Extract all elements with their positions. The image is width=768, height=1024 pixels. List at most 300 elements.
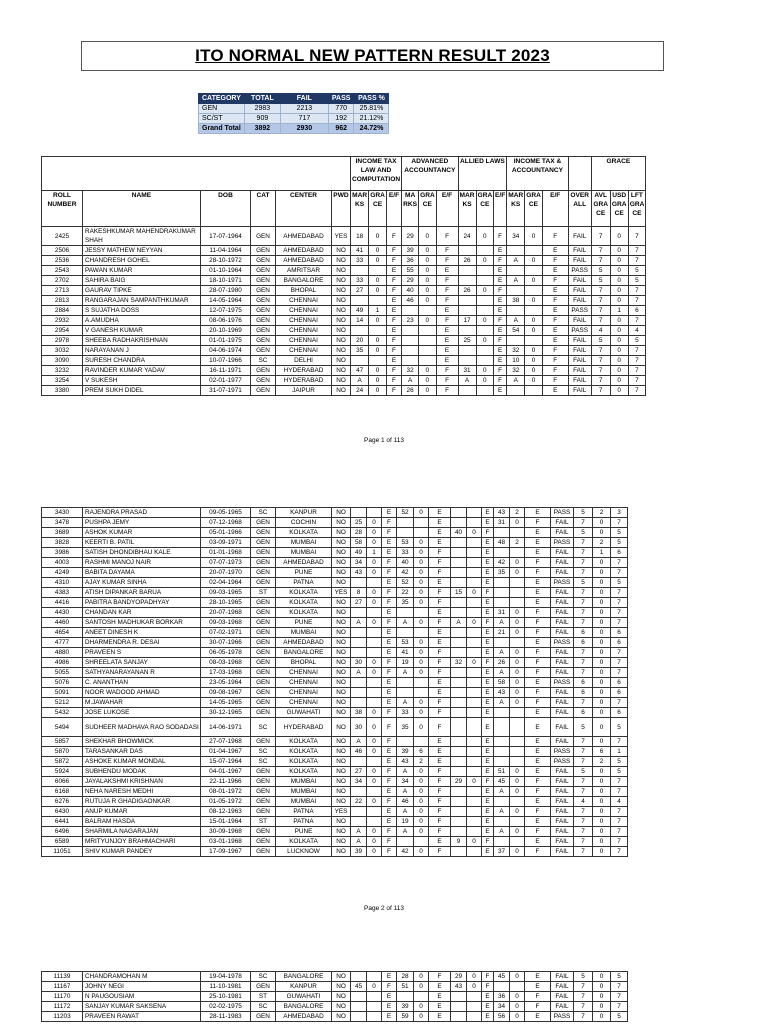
table-cell: 11167 (42, 982, 83, 992)
table-cell (351, 972, 367, 982)
table-cell: 7 (611, 807, 628, 817)
table-cell: E (525, 718, 551, 737)
table-cell: 0 (419, 246, 436, 256)
table-cell (525, 306, 542, 316)
table-cell: 0 (510, 568, 525, 578)
table-cell: E (493, 266, 506, 276)
table-cell: 0 (369, 256, 387, 266)
summary-cell: 25.81% (354, 104, 389, 114)
table-cell: 34 (351, 777, 367, 787)
table-cell: 08-06-1976 (201, 316, 251, 326)
table-cell (510, 638, 525, 648)
table-cell: RUTUJA R GHADIGAONKAR (83, 797, 201, 807)
table-cell (451, 1012, 467, 1022)
table-cell: 32 (507, 346, 525, 356)
table-cell: 02-04-1964 (201, 578, 251, 588)
table-cell: F (482, 528, 494, 538)
table-cell: KOLKATA (276, 588, 332, 598)
table-cell: GEN (251, 386, 276, 396)
summary-cell: 717 (280, 114, 328, 124)
table-cell (419, 306, 436, 316)
table-cell: FAIL (551, 558, 574, 568)
table-cell (451, 638, 467, 648)
table-cell: F (382, 797, 397, 807)
table-cell: PASS (551, 578, 574, 588)
table-row (42, 757, 628, 767)
table-cell: 11-10-1981 (201, 982, 251, 992)
table-cell: 19 (397, 658, 414, 668)
table-cell: 0 (510, 628, 525, 638)
table-cell (351, 698, 367, 708)
table-cell: E (493, 276, 506, 286)
table-cell: F (482, 982, 494, 992)
table-cell: 0 (525, 356, 542, 366)
table-cell: BANGALORE (276, 1002, 332, 1012)
table-cell: 4430 (42, 608, 83, 618)
table-cell (367, 1002, 382, 1012)
table-cell: A (351, 618, 367, 628)
table-cell: F (525, 1002, 551, 1012)
table-cell: 7 (574, 982, 593, 992)
table-cell: 35 (397, 598, 414, 608)
table-cell (367, 508, 382, 518)
table-cell: 5 (591, 336, 610, 346)
table-cell: 5872 (42, 757, 83, 767)
table-cell: 4654 (42, 628, 83, 638)
table-cell: F (386, 316, 401, 326)
table-cell: 24 (458, 227, 476, 246)
summary-header-category: CATEGORY (199, 94, 245, 104)
table-cell: 55 (402, 266, 419, 276)
header-avl-grace: AVL GRA CE (591, 191, 610, 227)
table-cell: FAIL (551, 797, 574, 807)
table-cell (451, 757, 467, 767)
table-cell (419, 346, 436, 356)
table-cell: ATISH DIPANKAR BARUA (83, 588, 201, 598)
table-cell: A (494, 668, 510, 678)
table-cell: E (542, 326, 568, 336)
table-cell (451, 1002, 467, 1012)
table-cell: NO (332, 508, 351, 518)
table-cell: 4003 (42, 558, 83, 568)
table-cell: 0 (593, 992, 611, 1002)
table-cell: E (382, 747, 397, 757)
table-cell (402, 326, 419, 336)
table-cell: FAIL (551, 737, 574, 747)
table-cell: 7 (591, 306, 610, 316)
table-cell (458, 346, 476, 356)
table-cell: E (482, 827, 494, 837)
table-cell: 7 (611, 648, 628, 658)
table-cell: SHIV KUMAR PANDEY (83, 847, 201, 857)
table-cell: 5 (591, 276, 610, 286)
table-cell (367, 807, 382, 817)
table-cell: 0 (414, 982, 429, 992)
table-cell: 7 (574, 668, 593, 678)
table-cell: 0 (610, 356, 628, 366)
table-cell: 03-01-1968 (201, 837, 251, 847)
table-row (42, 982, 628, 992)
table-cell: E (525, 972, 551, 982)
table-row (42, 767, 628, 777)
table-cell: F (382, 708, 397, 718)
table-cell (351, 266, 369, 276)
table-cell: 29 (402, 276, 419, 286)
table-cell: KOLKATA (276, 767, 332, 777)
table-cell: 0 (593, 827, 611, 837)
table-cell: 7 (628, 256, 645, 266)
table-cell: F (429, 972, 451, 982)
table-cell (367, 578, 382, 588)
summary-cell: GEN (199, 104, 245, 114)
table-cell: SUDHEER MADHAVA RAO SODADASI (83, 718, 201, 737)
table-cell: NO (332, 1012, 351, 1022)
table-cell: F (386, 246, 401, 256)
table-cell: 0 (367, 528, 382, 538)
table-cell: 14-06-1971 (201, 718, 251, 737)
table-cell: MUMBAI (276, 628, 332, 638)
table-cell: E (429, 688, 451, 698)
table-cell: 06-05-1978 (201, 648, 251, 658)
table-cell (467, 847, 482, 857)
table-cell: NO (332, 346, 351, 356)
table-cell: F (429, 827, 451, 837)
table-cell: BABITA DAYAMA (83, 568, 201, 578)
table-cell: 0 (476, 227, 493, 246)
table-cell: E (382, 787, 397, 797)
table-cell: NO (332, 847, 351, 857)
table-cell (458, 246, 476, 256)
table-cell: 5 (574, 528, 593, 538)
summary-cell: SC/ST (199, 114, 245, 124)
table-cell: 7 (591, 366, 610, 376)
table-cell (397, 737, 414, 747)
table-cell: E (482, 578, 494, 588)
table-cell: 43 (494, 508, 510, 518)
table-cell: E (382, 688, 397, 698)
table-cell: FAIL (551, 847, 574, 857)
table-cell: 27 (351, 598, 367, 608)
table-cell: E (386, 266, 401, 276)
table-cell (351, 807, 367, 817)
table-cell: 0 (367, 618, 382, 628)
table-cell: E (382, 1012, 397, 1022)
table-row (42, 227, 646, 246)
table-cell: 5 (574, 578, 593, 588)
table-cell: RAVINDER KUMAR YADAV (83, 366, 201, 376)
table-cell: JESSY MATHEW NEYYAN (83, 246, 201, 256)
table-cell: MRITYUNJOY BRAHMACHARI (83, 837, 201, 847)
table-cell: F (493, 256, 506, 266)
table-cell (451, 992, 467, 1002)
table-cell: E (482, 548, 494, 558)
table-cell: 0 (593, 688, 611, 698)
table-cell (414, 992, 429, 1002)
table-cell: E (482, 668, 494, 678)
table-cell: ST (251, 588, 276, 598)
table-cell (458, 276, 476, 286)
table-cell: 31 (494, 518, 510, 528)
table-cell: 7 (574, 598, 593, 608)
table-cell: 0 (414, 787, 429, 797)
table-cell: F (429, 548, 451, 558)
table-cell (367, 757, 382, 767)
table-cell (451, 817, 467, 827)
table-cell: 16-11-1971 (201, 366, 251, 376)
table-cell: NO (332, 336, 351, 346)
table-cell: F (382, 658, 397, 668)
table-cell: A (351, 668, 367, 678)
table-cell (451, 568, 467, 578)
table-cell: E (436, 306, 458, 316)
table-cell: E (525, 588, 551, 598)
table-cell: LUCKNOW (276, 847, 332, 857)
table-cell: F (436, 316, 458, 326)
table-cell: FAIL (568, 346, 591, 356)
table-cell (351, 817, 367, 827)
table-cell: 5 (611, 578, 628, 588)
table-cell: NO (332, 578, 351, 588)
table-cell: 10 (507, 356, 525, 366)
table-cell: 0 (510, 658, 525, 668)
table-cell: 0 (610, 227, 628, 246)
header-dob: DOB (201, 191, 251, 227)
table-cell: NO (332, 787, 351, 797)
table-cell: FAIL (568, 356, 591, 366)
table-cell: FAIL (551, 837, 574, 847)
table-cell: SANJAY KUMAR SAKSENA (83, 1002, 201, 1012)
table-cell: F (429, 698, 451, 708)
table-cell: GEN (251, 306, 276, 316)
table-cell: A (402, 376, 419, 386)
table-cell: 6 (611, 548, 628, 558)
table-cell: E (482, 698, 494, 708)
table-cell: 15 (451, 588, 467, 598)
table-cell: F (382, 528, 397, 538)
table-cell: F (525, 568, 551, 578)
table-cell: SC (251, 356, 276, 366)
table-cell: F (436, 286, 458, 296)
table-cell: 01-01-1975 (201, 336, 251, 346)
table-cell: A (351, 837, 367, 847)
table-cell: F (493, 227, 506, 246)
header-usd-grace: USD GRA CE (610, 191, 628, 227)
table-cell: A (494, 827, 510, 837)
table-row (42, 578, 628, 588)
table-cell: 58 (494, 678, 510, 688)
table-cell: NO (332, 548, 351, 558)
table-cell: FAIL (568, 227, 591, 246)
table-cell: 28-10-1972 (201, 256, 251, 266)
table-cell: 0 (593, 787, 611, 797)
table-cell: 14-05-1965 (201, 698, 251, 708)
table-cell: 6 (611, 688, 628, 698)
table-cell: F (429, 658, 451, 668)
results-table-page-3 (41, 971, 628, 1022)
table-cell: E (493, 246, 506, 256)
table-cell (467, 548, 482, 558)
table-cell: NO (332, 306, 351, 316)
table-cell: 34 (351, 558, 367, 568)
table-cell: F (525, 608, 551, 618)
table-cell: F (525, 518, 551, 528)
table-row (42, 276, 646, 286)
table-cell: GAURAV TIPKE (83, 286, 201, 296)
table-row (42, 376, 646, 386)
table-cell: FAIL (551, 972, 574, 982)
table-cell: A (494, 787, 510, 797)
table-cell (367, 628, 382, 638)
table-cell: F (482, 588, 494, 598)
table-cell: NO (332, 376, 351, 386)
table-cell: 0 (419, 266, 436, 276)
table-cell: 4310 (42, 578, 83, 588)
table-cell: 0 (593, 982, 611, 992)
table-cell (351, 992, 367, 1002)
table-cell: FAIL (568, 276, 591, 286)
table-cell: 17 (458, 316, 476, 326)
table-cell: 0 (467, 618, 482, 628)
table-cell: 0 (414, 797, 429, 807)
table-cell: 7 (574, 588, 593, 598)
table-cell: 2 (510, 508, 525, 518)
table-cell: 5212 (42, 698, 83, 708)
table-cell: E (482, 598, 494, 608)
table-cell: 0 (510, 827, 525, 837)
table-cell: 01-10-1964 (201, 266, 251, 276)
table-cell: 7 (574, 777, 593, 787)
table-cell: 5 (574, 972, 593, 982)
table-cell: GEN (251, 638, 276, 648)
table-cell: E (382, 678, 397, 688)
table-cell (507, 286, 525, 296)
table-cell: DHARMENDRA R. DESAI (83, 638, 201, 648)
table-cell (414, 678, 429, 688)
table-row (42, 972, 628, 982)
table-cell: NO (332, 827, 351, 837)
table-cell: F (429, 787, 451, 797)
table-cell: KOLKATA (276, 747, 332, 757)
table-cell: E (382, 757, 397, 767)
header-cat: CAT (251, 191, 276, 227)
table-cell (369, 296, 387, 306)
table-cell: 26 (458, 286, 476, 296)
table-cell: F (542, 227, 568, 246)
table-cell: GEN (251, 797, 276, 807)
table-cell: GEN (251, 648, 276, 658)
table-cell: 12-07-1975 (201, 306, 251, 316)
table-cell: E (482, 1012, 494, 1022)
table-cell: 0 (419, 376, 436, 386)
table-cell: 38 (507, 296, 525, 306)
table-cell: GEN (251, 568, 276, 578)
header-marks: MAR KS (458, 191, 476, 227)
summary-header-fail: FAIL (280, 94, 328, 104)
table-cell: HYDERABAD (276, 376, 332, 386)
table-cell: E (542, 336, 568, 346)
table-cell: 7 (611, 598, 628, 608)
table-cell: 7 (574, 558, 593, 568)
table-cell: GEN (251, 777, 276, 787)
table-cell (369, 356, 387, 366)
table-cell: NO (332, 658, 351, 668)
table-cell (510, 548, 525, 558)
table-cell: NO (332, 326, 351, 336)
table-cell (351, 578, 367, 588)
table-cell: 11170 (42, 992, 83, 1002)
table-cell: F (382, 847, 397, 857)
table-cell: FAIL (551, 568, 574, 578)
table-cell: MUMBAI (276, 538, 332, 548)
table-cell: 0 (369, 316, 387, 326)
table-cell (458, 386, 476, 396)
table-cell: 33 (351, 276, 369, 286)
table-cell: 7 (611, 568, 628, 578)
table-cell: 14 (351, 316, 369, 326)
table-cell (451, 797, 467, 807)
table-row (42, 346, 646, 356)
header-grace-col: GRA CE (419, 191, 436, 227)
table-cell: V SUKESH (83, 376, 201, 386)
table-cell: 0 (476, 256, 493, 266)
table-cell: N PAUGOUSIAM (83, 992, 201, 1002)
table-cell (419, 356, 436, 366)
table-cell: 35 (494, 568, 510, 578)
table-cell (351, 757, 367, 767)
table-cell: 7 (628, 286, 645, 296)
table-cell: PRAVEEN RAWAT (83, 1012, 201, 1022)
header-ef: E/F (386, 191, 401, 227)
table-cell: AHMEDABAD (276, 1012, 332, 1022)
table-cell: SAHIRA BAIG (83, 276, 201, 286)
table-cell: 4777 (42, 638, 83, 648)
table-cell: 7 (628, 227, 645, 246)
table-cell: AJAY KUMAR SINHA (83, 578, 201, 588)
table-cell (476, 296, 493, 306)
table-cell: GEN (251, 276, 276, 286)
table-cell: PASS (568, 326, 591, 336)
table-cell: 0 (593, 767, 611, 777)
table-cell (476, 306, 493, 316)
table-cell (451, 767, 467, 777)
table-cell: NO (332, 737, 351, 747)
table-cell: E (482, 608, 494, 618)
table-cell: E (429, 737, 451, 747)
table-cell (451, 787, 467, 797)
table-cell: 6430 (42, 807, 83, 817)
table-cell: AMRITSAR (276, 266, 332, 276)
table-cell: 28 (351, 528, 367, 538)
table-cell: A (397, 668, 414, 678)
table-cell: GEN (251, 698, 276, 708)
table-cell: 0 (414, 807, 429, 817)
table-cell: NO (332, 638, 351, 648)
table-cell: 7 (591, 246, 610, 256)
table-cell (476, 276, 493, 286)
table-cell: 6 (574, 638, 593, 648)
table-cell: PASS (551, 757, 574, 767)
table-cell: 0 (369, 246, 387, 256)
table-cell: E (525, 638, 551, 648)
table-cell: FAIL (551, 718, 574, 737)
table-cell: F (429, 807, 451, 817)
table-row (42, 747, 628, 757)
table-cell (507, 306, 525, 316)
table-cell: A (458, 376, 476, 386)
table-cell (414, 737, 429, 747)
table-cell: 7 (574, 787, 593, 797)
table-cell: 0 (610, 256, 628, 266)
